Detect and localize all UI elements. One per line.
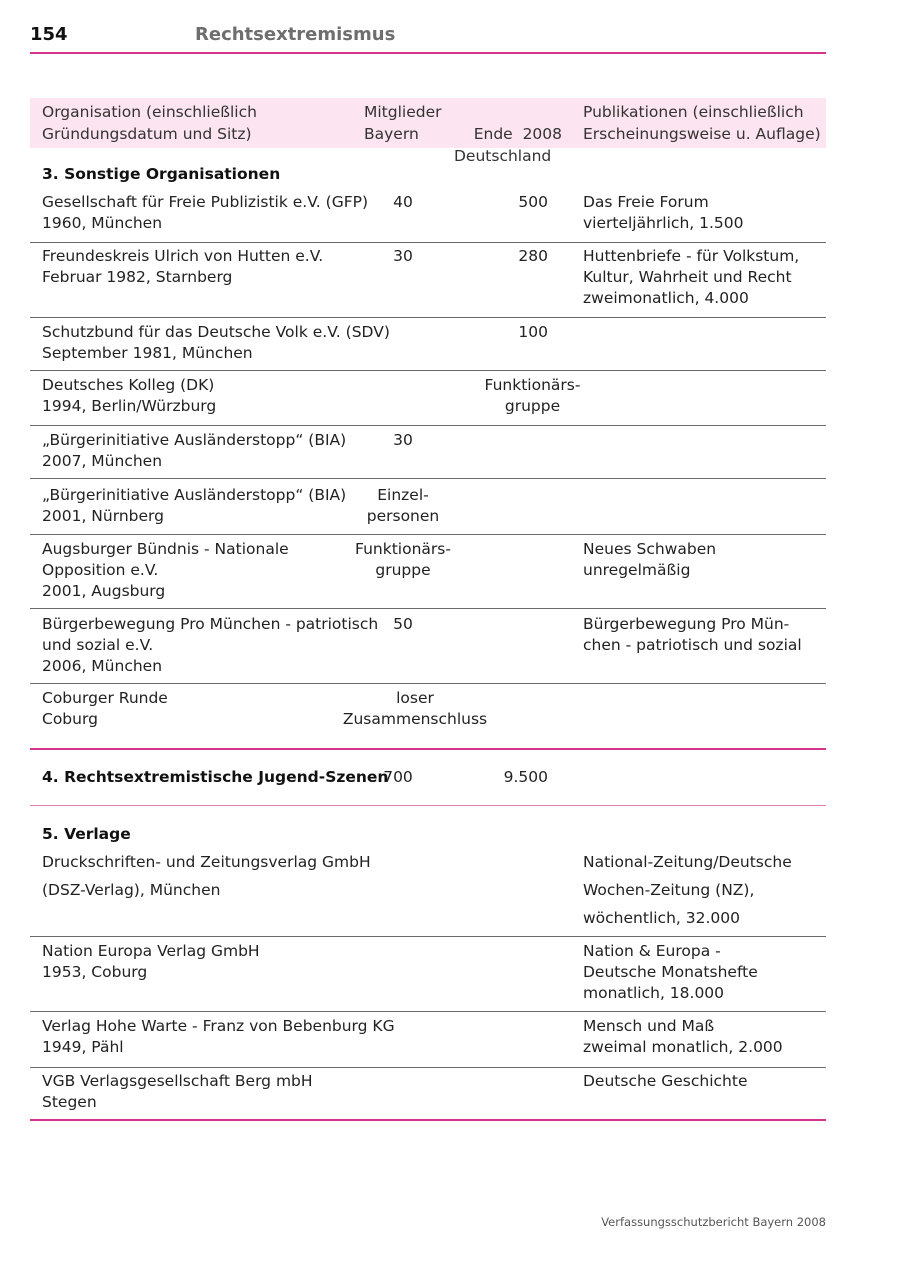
members-bayern-cell: Einzel- personen — [366, 486, 440, 525]
members-de-cell: 100 — [518, 323, 548, 341]
members-de-cell: Funktionärs- gruppe — [484, 376, 581, 415]
org-cell: Druckschriften- und Zeitungsverlag GmbH (DSZ-Verlag), München — [42, 853, 371, 899]
page-header — [30, 24, 826, 54]
section-5-title: 5. Verlage — [42, 825, 131, 843]
publication-cell: Das Freie Forum vierteljährlich, 1.500 — [583, 193, 744, 232]
members-bayern-cell: 700 — [383, 768, 413, 786]
row-divider — [30, 242, 826, 243]
row-divider — [30, 936, 826, 937]
org-cell: Freundeskreis Ulrich von Hutten e.V. Februar 1982, Starnberg — [42, 247, 324, 286]
org-cell: Deutsches Kolleg (DK) 1994, Berlin/Würzburg — [42, 376, 217, 415]
members-bayern-cell: loser Zusammenschluss — [342, 689, 488, 728]
org-cell: „Bürgerinitiative Ausländerstopp“ (BIA) 2007, München — [42, 431, 347, 470]
publication-cell: Bürgerbewegung Pro Mün- chen - patriotisch und sozial — [583, 615, 802, 654]
row-divider — [30, 534, 826, 535]
members-bayern-cell: Funktionärs- gruppe — [355, 540, 451, 579]
publication-cell: Deutsche Geschichte — [583, 1072, 748, 1090]
org-cell: VGB Verlagsgesellschaft Berg mbH Stegen — [42, 1072, 313, 1111]
col-header-publications: Publikationen (einschließlich Erscheinungsweise u. Auflage) — [583, 103, 821, 143]
col-header-members-bayern: Mitglieder Bayern — [364, 103, 442, 143]
members-bayern-cell: 30 — [393, 247, 413, 265]
row-divider — [30, 1011, 826, 1012]
section-3-title: 3. Sonstige Organisationen — [42, 165, 281, 183]
members-bayern-cell: 30 — [393, 431, 413, 449]
members-de-cell: 280 — [518, 247, 548, 265]
row-divider — [30, 317, 826, 318]
section-divider — [30, 748, 826, 750]
section-4-title: 4. Rechtsextremistische Jugend-Szenen — [42, 768, 389, 786]
publication-cell: Mensch und Maß zweimal monatlich, 2.000 — [583, 1017, 783, 1056]
org-cell: Gesellschaft für Freie Publizistik e.V. (GFP) 1960, München — [42, 193, 369, 232]
page-footer: Verfassungsschutzbericht Bayern 2008 — [601, 1215, 826, 1229]
publication-cell: Huttenbriefe - für Volkstum, Kultur, Wahrheit und Recht zweimonatlich, 4.000 — [583, 247, 800, 307]
row-divider — [30, 1067, 826, 1068]
col-header-end-deutschland: Ende 2008 Deutschland — [454, 125, 563, 165]
members-de-cell: 9.500 — [503, 768, 548, 786]
page-number: 154 — [30, 24, 68, 45]
table-column-header — [30, 98, 826, 165]
col-header-organisation: Organisation (einschließlich Gründungsdatum und Sitz) — [42, 103, 257, 143]
members-de-cell: 500 — [518, 193, 548, 211]
members-bayern-cell: 50 — [393, 615, 413, 633]
publication-cell: National-Zeitung/Deutsche Wochen-Zeitung (NZ), wöchentlich, 32.000 — [583, 853, 792, 927]
row-divider — [30, 683, 826, 684]
section-title: Rechtsextremismus — [195, 24, 396, 45]
row-divider — [30, 425, 826, 426]
row-divider — [30, 608, 826, 609]
org-cell: Bürgerbewegung Pro München - patriotisch und sozial e.V. 2006, München — [42, 615, 379, 675]
publication-cell: Neues Schwaben unregelmäßig — [583, 540, 717, 579]
section-divider — [30, 805, 826, 806]
org-cell: Nation Europa Verlag GmbH 1953, Coburg — [42, 942, 260, 981]
publication-cell: Nation & Europa - Deutsche Monatshefte monatlich, 18.000 — [583, 942, 758, 1002]
members-bayern-cell: 40 — [393, 193, 413, 211]
org-cell: Augsburger Bündnis - Nationale Opposition e.V. 2001, Augsburg — [42, 540, 289, 600]
row-divider — [30, 478, 826, 479]
org-cell: „Bürgerinitiative Ausländerstopp“ (BIA) 2001, Nürnberg — [42, 486, 347, 525]
org-cell: Schutzbund für das Deutsche Volk e.V. (SDV) September 1981, München — [42, 323, 390, 362]
row-divider — [30, 370, 826, 371]
org-cell: Verlag Hohe Warte - Franz von Bebenburg KG 1949, Pähl — [42, 1017, 395, 1056]
org-cell: Coburger Runde Coburg — [42, 689, 168, 728]
table-bottom-border — [30, 1119, 826, 1121]
